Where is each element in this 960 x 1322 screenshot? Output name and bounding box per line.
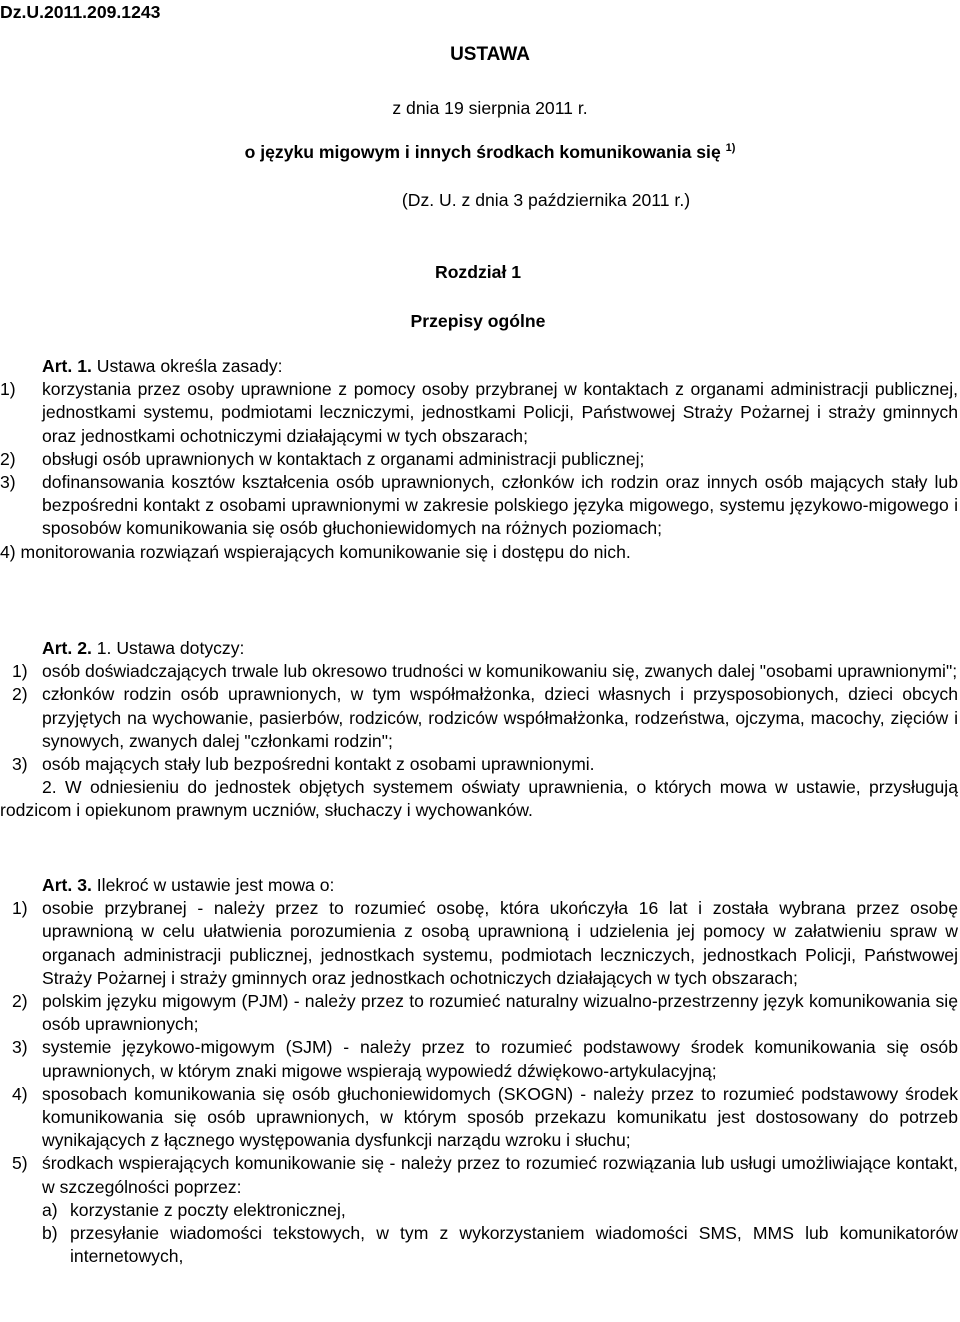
act-subject-text: o języku migowym i innych środkach komunikowania się bbox=[244, 142, 721, 162]
list-item bbox=[0, 471, 958, 541]
item-number: 1) bbox=[12, 898, 28, 919]
item-number: 5) bbox=[12, 1153, 28, 1174]
sub-item-letter: b) bbox=[42, 1223, 58, 1244]
item-number: 2) bbox=[0, 448, 16, 469]
article-3-intro: Ilekroć w ustawie jest mowa o: bbox=[96, 875, 335, 895]
list-item bbox=[0, 683, 958, 753]
article-2-paragraph-2: 2. W odniesieniu do jednostek objętych systemem oświaty uprawnienia, o których mowa w ustawie, przysługują rodzicom i opiekunom prawnym uczniów, słuchaczy i wychowanków. bbox=[0, 777, 958, 821]
list-item bbox=[0, 1083, 958, 1153]
list-item bbox=[0, 660, 958, 683]
act-subject bbox=[10, 142, 960, 163]
chapter-title: Przepisy ogólne bbox=[410, 311, 546, 331]
item-text: systemie językowo-migowym (SJM) - należy przez to rozumieć podstawowy środek komunikowania się osób uprawnionych, w którym znaki migowe wspierają wypowiedź dźwiękowo-artykulacyjną; bbox=[42, 1037, 958, 1081]
list-item bbox=[0, 541, 958, 564]
item-text: osobie przybranej - należy przez to rozumieć osobę, która ukończyła 16 lat i została wybrana przez osobę uprawnioną w celu ułatwienia porozumienia z osobą uprawnioną i udzielenia jej pomocy w załatwieniu spraw w organach administracji publicznej, jednostkach systemu, podmiotach leczniczych, jednostkach Policji, Państwowej Straży Pożarnej i straży gminnych oraz jednostkach ochotniczych działających w tych obszarach; bbox=[42, 898, 958, 988]
item-text: sposobach komunikowania się osób głuchoniewidomych (SKOGN) - należy przez to rozumieć podstawowy środek komunikowania się osób uprawnionych, w którym sposób przekazu komunikatu jest dostosowany do potrzeb wynikających z łącznego występowania dysfunkcji narządu wzroku i słuchu; bbox=[42, 1083, 958, 1151]
sub-item-text: przesyłanie wiadomości tekstowych, w tym z wykorzystaniem wiadomości SMS, MMS lub komunikatorów internetowych, bbox=[70, 1223, 958, 1267]
item-number: 2) bbox=[12, 991, 28, 1012]
article-1 bbox=[0, 355, 958, 564]
item-number: 2) bbox=[12, 684, 28, 705]
article-1-heading bbox=[0, 355, 958, 378]
item-text: obsługi osób uprawnionych w kontaktach z organami administracji publicznej; bbox=[42, 448, 645, 469]
list-item bbox=[0, 378, 958, 448]
publication-info: (Dz. U. z dnia 3 października 2011 r.) bbox=[401, 190, 691, 210]
item-text: osób mających stały lub bezpośredni kontakt z osobami uprawnionymi. bbox=[42, 754, 595, 775]
item-number: 3) bbox=[12, 754, 28, 775]
act-title: USTAWA bbox=[450, 44, 530, 65]
item-text: członków rodzin osób uprawnionych, w tym współmałżonka, dzieci własnych i przysposobionych, dzieci obcych przyjętych na wychowanie, pasierbów, rodziców, rodziców współmałżonka, rodzeństwa, ojczyma, macochy, zięciów i synowych, zwanych dalej "członkami rodzin"; bbox=[42, 684, 958, 751]
item-number: 3) bbox=[0, 472, 16, 493]
item-number: 3) bbox=[12, 1037, 28, 1058]
list-item bbox=[0, 1036, 958, 1082]
article-2-heading bbox=[0, 637, 958, 660]
item-text: środkach wspierających komunikowanie się - należy przez to rozumieć rozwiązania lub usługi umożliwiające kontakt, w szczególności poprzez: bbox=[42, 1153, 958, 1197]
sub-item-letter: a) bbox=[42, 1199, 58, 1220]
article-2-label: Art. 2. bbox=[42, 638, 92, 658]
item-text: polskim języku migowym (PJM) - należy przez to rozumieć naturalny wizualno-przestrzenny język komunikowania się osób uprawnionych; bbox=[42, 991, 958, 1035]
item-text: osób doświadczających trwale lub okresowo trudności w komunikowaniu się, zwanych dalej "osobami uprawnionymi"; bbox=[42, 661, 958, 682]
list-item bbox=[0, 753, 958, 776]
list-item bbox=[0, 897, 958, 990]
list-item bbox=[0, 1152, 958, 1198]
sub-item bbox=[0, 1222, 958, 1268]
item-number: 1) bbox=[0, 379, 16, 400]
item-number: 1) bbox=[12, 661, 28, 682]
footnote-ref: 1) bbox=[725, 142, 736, 155]
article-1-label: Art. 1. bbox=[42, 356, 92, 376]
article-3 bbox=[0, 874, 958, 1268]
article-1-intro: Ustawa określa zasady: bbox=[96, 356, 283, 376]
list-item bbox=[0, 448, 958, 471]
article-3-label: Art. 3. bbox=[42, 875, 92, 895]
sub-item-text: korzystanie z poczty elektronicznej, bbox=[70, 1199, 346, 1220]
list-item bbox=[0, 990, 958, 1036]
article-2-intro: 1. Ustawa dotyczy: bbox=[96, 638, 245, 658]
item-number: 4) bbox=[12, 1083, 28, 1104]
sub-item bbox=[0, 1199, 958, 1222]
chapter-number: Rozdział 1 bbox=[434, 262, 522, 282]
act-date: z dnia 19 sierpnia 2011 r. bbox=[392, 98, 588, 118]
document-id: Dz.U.2011.209.1243 bbox=[0, 2, 161, 22]
article-2 bbox=[0, 637, 958, 823]
item-number: 4) bbox=[0, 541, 16, 562]
article-3-heading bbox=[0, 874, 958, 897]
item-text: dofinansowania kosztów kształcenia osób uprawnionych, członków ich rodzin oraz innych osób mających stały lub bezpośredni kontakt z osobami uprawnionymi w zakresie polskiego języka migowego, systemu językowo-migowego i sposobów komunikowania się osób głuchoniewidomych na różnych poziomach; bbox=[42, 472, 958, 539]
item-text: korzystania przez osoby uprawnione z pomocy osoby przybranej w kontaktach z organami administracji publicznej, jednostkami systemu, podmiotami leczniczymi, jednostkami Policji, Państwowej Straży Pożarnej i straży gminnych oraz jednostkami ochotniczymi działającymi w tych obszarach; bbox=[42, 379, 958, 446]
item-text: monitorowania rozwiązań wspierających komunikowanie się i dostępu do nich. bbox=[20, 541, 631, 562]
